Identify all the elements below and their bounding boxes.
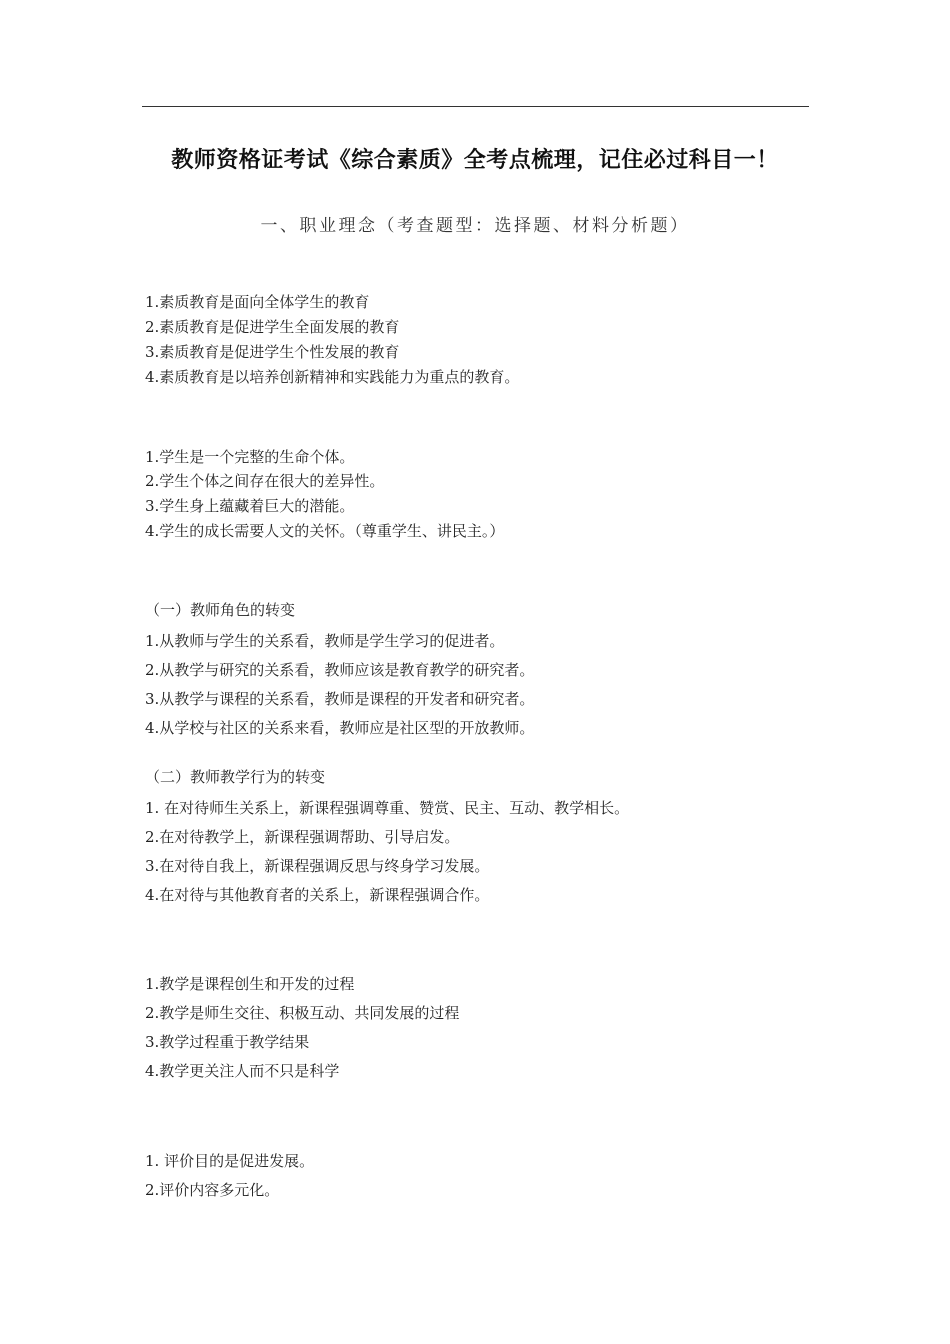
list-item: 2.素质教育是促进学生全面发展的教育 [145,318,400,336]
list-item: 3.教学过程重于教学结果 [145,1033,310,1051]
header-rule [142,106,809,107]
list-item: 1.教学是课程创生和开发的过程 [145,975,355,993]
list-item: 2.在对待教学上，新课程强调帮助、引导启发。 [145,828,460,846]
list-item: 4.学生的成长需要人文的关怀。（尊重学生、讲民主。） [145,522,505,540]
list-item: 2.教学是师生交往、积极互动、共同发展的过程 [145,1004,460,1022]
list-item: 4.从学校与社区的关系来看，教师应是社区型的开放教师。 [145,719,535,737]
list-item: 1.素质教育是面向全体学生的教育 [145,293,370,311]
list-item: 3.素质教育是促进学生个性发展的教育 [145,343,400,361]
list-item: 4.在对待与其他教育者的关系上，新课程强调合作。 [145,886,490,904]
section-title: 一、职业理念（考查题型：选择题、材料分析题） [260,216,690,236]
document-title: 教师资格证考试《综合素质》全考点梳理，记住必过科目一！ [171,148,779,173]
list-item: 4.素质教育是以培养创新精神和实践能力为重点的教育。 [145,368,520,386]
list-item: 2.评价内容多元化。 [145,1181,280,1199]
list-item: 3.学生身上蕴藏着巨大的潜能。 [145,497,355,515]
list-item: 1.从教师与学生的关系看，教师是学生学习的促进者。 [145,632,505,650]
subsection-heading: （一）教师角色的转变 [145,601,296,619]
list-item: 1. 评价目的是促进发展。 [145,1152,315,1170]
list-item: 1. 在对待师生关系上，新课程强调尊重、赞赏、民主、互动、教学相长。 [145,799,630,817]
list-item: 2.学生个体之间存在很大的差异性。 [145,472,385,490]
subsection-heading: （二）教师教学行为的转变 [145,768,326,786]
list-item: 4.教学更关注人而不只是科学 [145,1062,340,1080]
list-item: 2.从教学与研究的关系看，教师应该是教育教学的研究者。 [145,661,535,679]
list-item: 3.从教学与课程的关系看，教师是课程的开发者和研究者。 [145,690,535,708]
list-item: 3.在对待自我上，新课程强调反思与终身学习发展。 [145,857,490,875]
list-item: 1.学生是一个完整的生命个体。 [145,448,355,466]
